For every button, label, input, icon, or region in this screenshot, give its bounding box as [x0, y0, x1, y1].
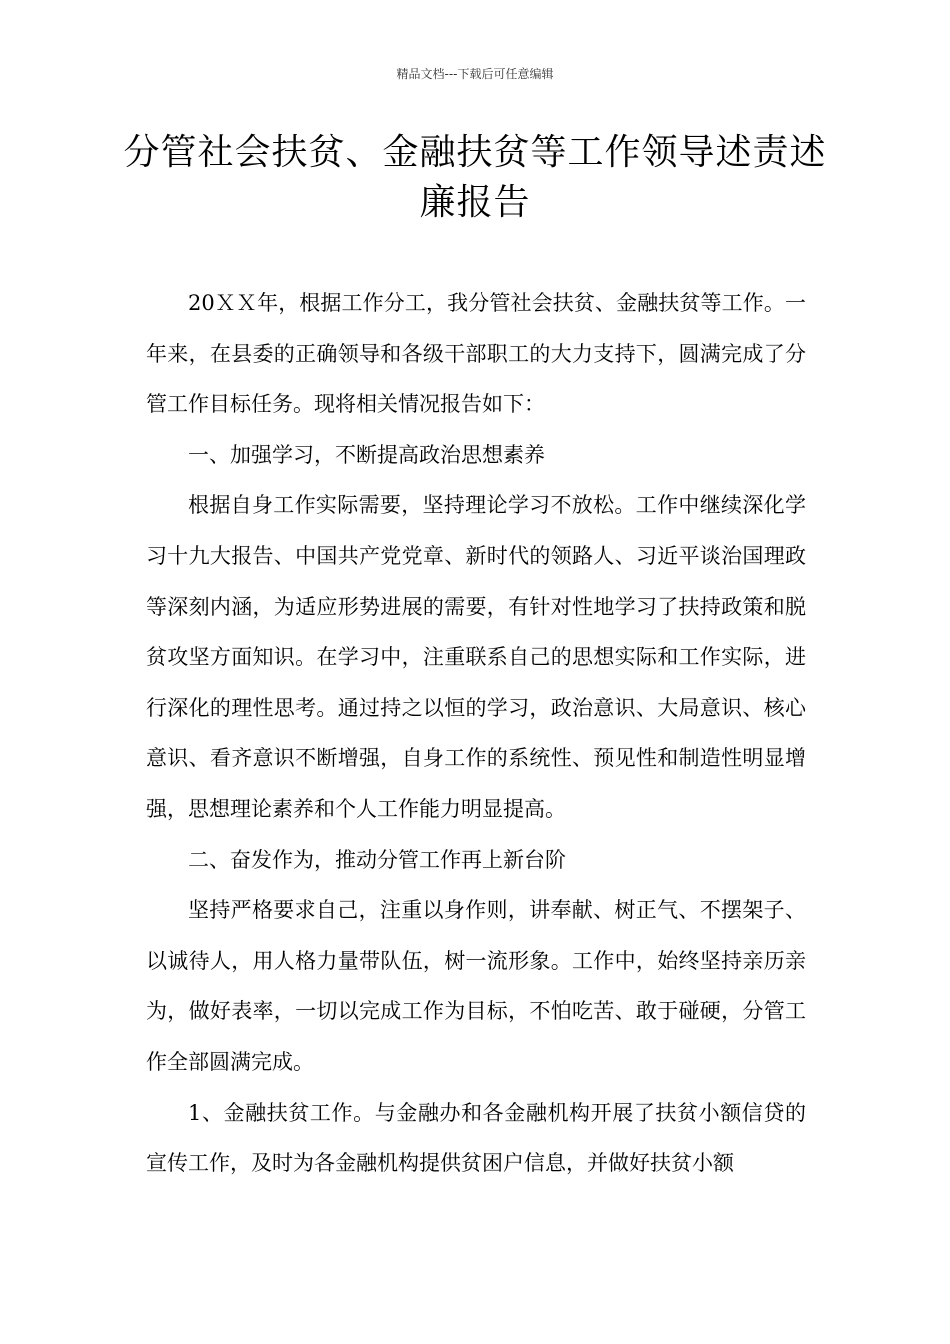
section-heading-2: 二、奋发作为，推动分管工作再上新台阶 — [188, 847, 566, 872]
paragraph-intro: 20ＸＸ年，根据工作分工，我分管社会扶贫、金融扶贫等工作。一年来，在县委的正确领导和各级干部职工的大力支持下，圆满完成了分管工作目标任务。现将相关情况报告如下： — [146, 291, 806, 417]
document-title: 分管社会扶贫、金融扶贫等工作领导述责述廉报告 — [123, 132, 827, 223]
header-note: 精品文档---下载后可任意编辑 — [396, 67, 554, 81]
document-body — [146, 278, 806, 1189]
paragraph-conduct: 坚持严格要求自己，注重以身作则，讲奉献、树正气、不摆架子、以诚待人，用人格力量带队伍，树一流形象。工作中，始终坚持亲历亲为，做好表率，一切以完成工作为目标，不怕吃苦、敢于碰硬，分管工作全部圆满完成。 — [146, 898, 806, 1074]
paragraph-finance: 1、金融扶贫工作。与金融办和各金融机构开展了扶贫小额信贷的宣传工作，及时为各金融机构提供贫困户信息，并做好扶贫小额 — [146, 1100, 806, 1176]
paragraph-study: 根据自身工作实际需要，坚持理论学习不放松。工作中继续深化学习十九大报告、中国共产党党章、新时代的领路人、习近平谈治国理政等深刻内涵，为适应形势进展的需要，有针对性地学习了扶持政策和脱贫攻坚方面知识。在学习中，注重联系自己的思想实际和工作实际，进行深化的理性思考。通过持之以恒的学习，政治意识、大局意识、核心意识、看齐意识不断增强，自身工作的系统性、预见性和制造性明显增强，思想理论素养和个人工作能力明显提高。 — [146, 493, 806, 821]
section-heading-1: 一、加强学习，不断提高政治思想素养 — [188, 442, 545, 467]
